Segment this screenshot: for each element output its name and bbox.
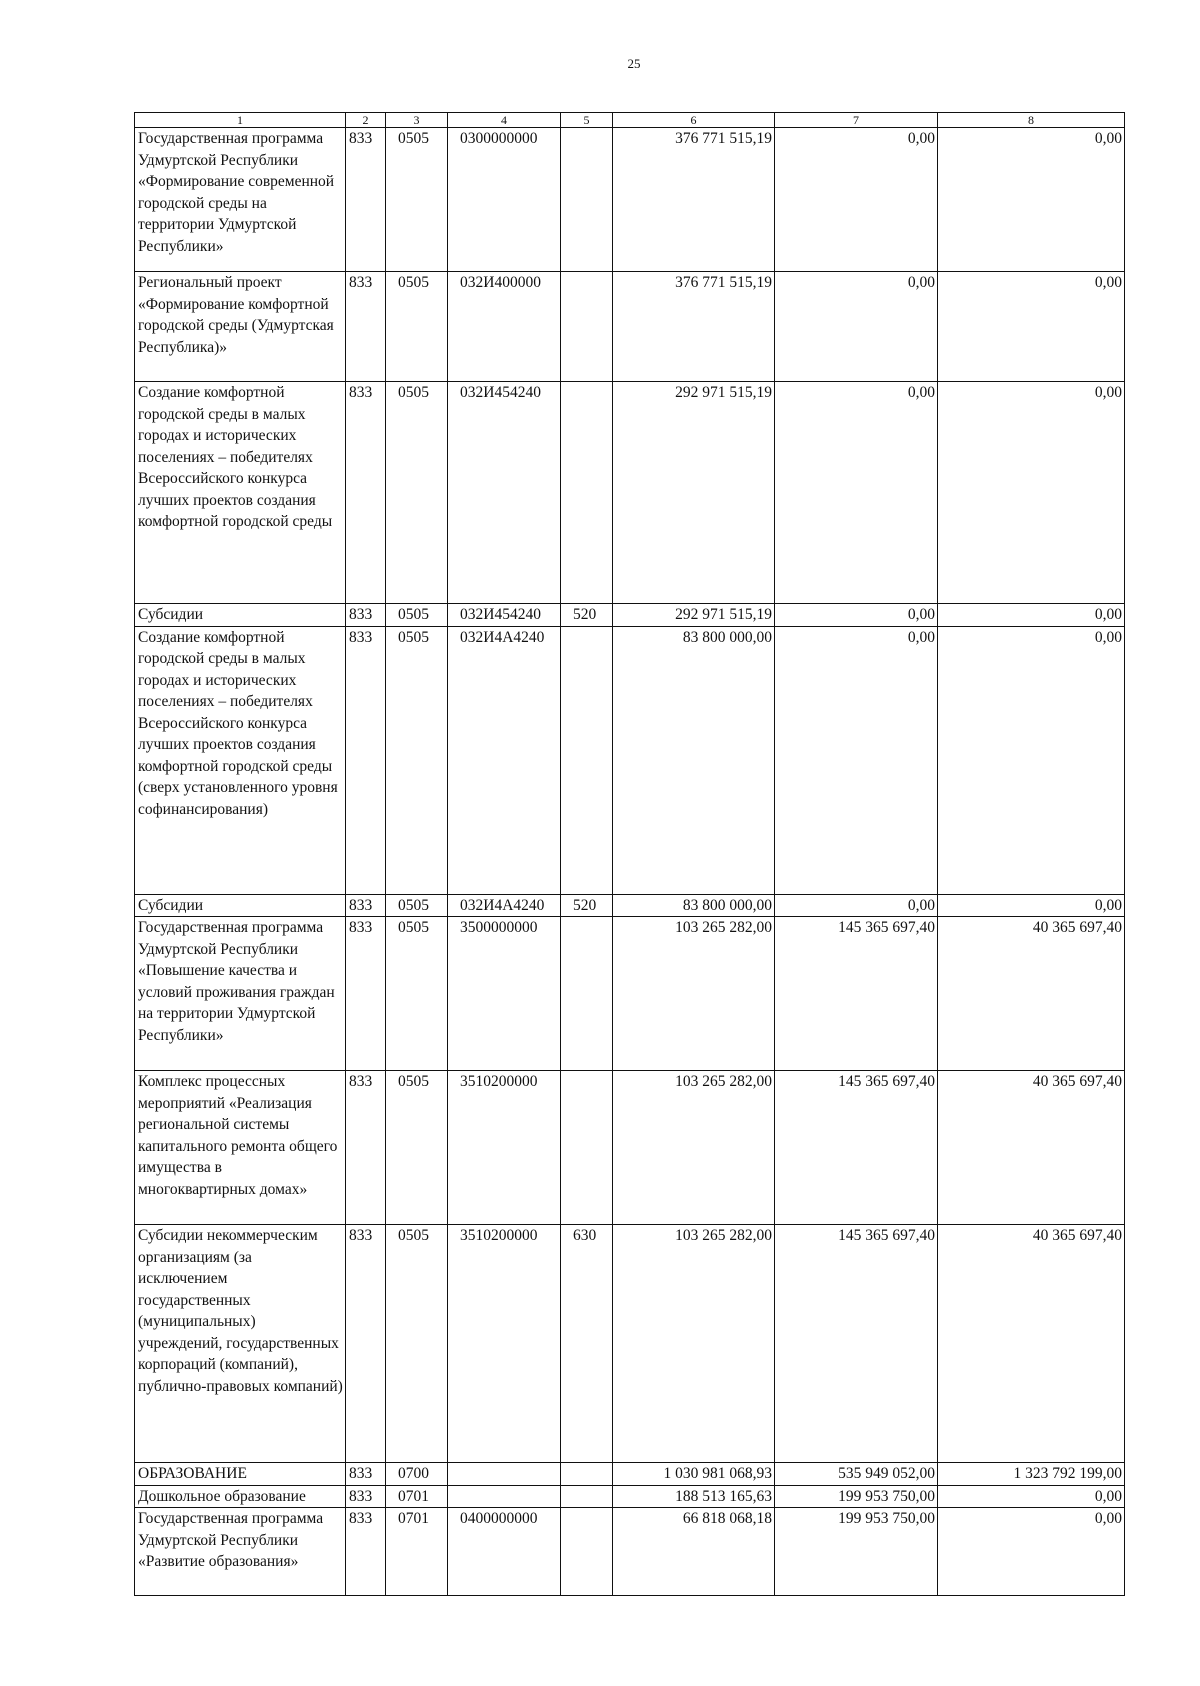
table-row xyxy=(135,1071,1125,1225)
row-gr: 833 xyxy=(346,1225,386,1463)
row-cs: 032И4А4240 xyxy=(448,894,561,917)
row-rz: 0700 xyxy=(386,1463,448,1486)
column-number: 7 xyxy=(775,113,938,128)
row-sum-1: 103 265 282,00 xyxy=(613,917,775,1071)
row-gr: 833 xyxy=(346,1463,386,1486)
row-vr: 630 xyxy=(561,1225,613,1463)
row-sum-3: 0,00 xyxy=(938,128,1125,272)
row-name: Субсидии xyxy=(135,894,346,917)
row-name: Создание комфортной городской среды в малых городах и исторических поселениях – победителях Всероссийского конкурса лучших проектов создания комфортной городской среды xyxy=(135,382,346,604)
table-row xyxy=(135,128,1125,272)
row-name: Государственная программа Удмуртской Республики «Развитие образования» xyxy=(135,1508,346,1596)
row-rz: 0505 xyxy=(386,272,448,382)
row-sum-1: 103 265 282,00 xyxy=(613,1225,775,1463)
row-sum-1: 188 513 165,63 xyxy=(613,1485,775,1508)
row-sum-1: 376 771 515,19 xyxy=(613,128,775,272)
column-number-row xyxy=(135,113,1125,128)
budget-table xyxy=(134,112,1125,1596)
row-gr: 833 xyxy=(346,1485,386,1508)
row-sum-1: 83 800 000,00 xyxy=(613,626,775,894)
row-sum-2: 0,00 xyxy=(775,128,938,272)
row-vr xyxy=(561,1463,613,1486)
table-row xyxy=(135,626,1125,894)
row-vr xyxy=(561,128,613,272)
row-sum-3: 0,00 xyxy=(938,382,1125,604)
table-row xyxy=(135,917,1125,1071)
row-sum-2: 199 953 750,00 xyxy=(775,1485,938,1508)
column-number: 1 xyxy=(135,113,346,128)
row-sum-2: 145 365 697,40 xyxy=(775,1071,938,1225)
table-row xyxy=(135,1225,1125,1463)
row-cs: 032И454240 xyxy=(448,604,561,627)
row-rz: 0701 xyxy=(386,1485,448,1508)
row-sum-3: 0,00 xyxy=(938,604,1125,627)
row-cs: 3500000000 xyxy=(448,917,561,1071)
column-number: 4 xyxy=(448,113,561,128)
row-name: Создание комфортной городской среды в малых городах и исторических поселениях – победителях Всероссийского конкурса лучших проектов создания комфортной городской среды (сверх установленного уровня софинансирования) xyxy=(135,626,346,894)
row-sum-3: 0,00 xyxy=(938,1508,1125,1596)
row-gr: 833 xyxy=(346,128,386,272)
row-sum-2: 0,00 xyxy=(775,272,938,382)
row-sum-1: 292 971 515,19 xyxy=(613,382,775,604)
row-vr xyxy=(561,272,613,382)
row-vr xyxy=(561,382,613,604)
row-rz: 0505 xyxy=(386,626,448,894)
row-sum-2: 0,00 xyxy=(775,382,938,604)
table-row xyxy=(135,382,1125,604)
row-cs: 032И454240 xyxy=(448,382,561,604)
row-sum-2: 0,00 xyxy=(775,626,938,894)
table-row xyxy=(135,604,1125,627)
table-row xyxy=(135,894,1125,917)
row-gr: 833 xyxy=(346,894,386,917)
row-sum-3: 40 365 697,40 xyxy=(938,917,1125,1071)
row-rz: 0505 xyxy=(386,1071,448,1225)
row-cs: 032И4А4240 xyxy=(448,626,561,894)
table-row xyxy=(135,1463,1125,1486)
row-vr xyxy=(561,1508,613,1596)
column-number: 3 xyxy=(386,113,448,128)
row-sum-2: 145 365 697,40 xyxy=(775,917,938,1071)
table-row xyxy=(135,272,1125,382)
row-cs: 0400000000 xyxy=(448,1508,561,1596)
column-number: 2 xyxy=(346,113,386,128)
page-number: 25 xyxy=(627,56,641,71)
row-sum-1: 83 800 000,00 xyxy=(613,894,775,917)
row-rz: 0505 xyxy=(386,894,448,917)
row-cs: 032И400000 xyxy=(448,272,561,382)
row-gr: 833 xyxy=(346,1508,386,1596)
row-cs xyxy=(448,1463,561,1486)
row-sum-3: 0,00 xyxy=(938,626,1125,894)
row-sum-2: 535 949 052,00 xyxy=(775,1463,938,1486)
row-vr: 520 xyxy=(561,604,613,627)
row-gr: 833 xyxy=(346,626,386,894)
row-cs: 3510200000 xyxy=(448,1071,561,1225)
row-cs: 0300000000 xyxy=(448,128,561,272)
row-gr: 833 xyxy=(346,1071,386,1225)
row-sum-3: 1 323 792 199,00 xyxy=(938,1463,1125,1486)
row-sum-3: 0,00 xyxy=(938,272,1125,382)
row-sum-1: 292 971 515,19 xyxy=(613,604,775,627)
row-sum-1: 1 030 981 068,93 xyxy=(613,1463,775,1486)
row-name: Государственная программа Удмуртской Республики «Формирование современной городской среды на территории Удмуртской Республики» xyxy=(135,128,346,272)
row-vr xyxy=(561,626,613,894)
row-rz: 0505 xyxy=(386,1225,448,1463)
column-number: 8 xyxy=(938,113,1125,128)
row-sum-1: 103 265 282,00 xyxy=(613,1071,775,1225)
row-sum-2: 0,00 xyxy=(775,604,938,627)
table-row xyxy=(135,1485,1125,1508)
row-name: Субсидии xyxy=(135,604,346,627)
row-sum-3: 0,00 xyxy=(938,894,1125,917)
row-name: Государственная программа Удмуртской Республики «Повышение качества и условий проживания граждан на территории Удмуртской Республики» xyxy=(135,917,346,1071)
row-cs xyxy=(448,1485,561,1508)
row-gr: 833 xyxy=(346,272,386,382)
row-vr: 520 xyxy=(561,894,613,917)
row-name: Субсидии некоммерческим организациям (за исключением государственных (муниципальных) учреждений, государственных корпораций (компаний), публично-правовых компаний) xyxy=(135,1225,346,1463)
row-sum-2: 199 953 750,00 xyxy=(775,1508,938,1596)
row-vr xyxy=(561,1485,613,1508)
row-rz: 0505 xyxy=(386,917,448,1071)
row-gr: 833 xyxy=(346,382,386,604)
row-rz: 0505 xyxy=(386,604,448,627)
row-name: Региональный проект «Формирование комфортной городской среды (Удмуртская Республика)» xyxy=(135,272,346,382)
row-gr: 833 xyxy=(346,917,386,1071)
row-name: Дошкольное образование xyxy=(135,1485,346,1508)
row-gr: 833 xyxy=(346,604,386,627)
row-vr xyxy=(561,1071,613,1225)
row-name: Комплекс процессных мероприятий «Реализация региональной системы капитального ремонта общего имущества в многоквартирных домах» xyxy=(135,1071,346,1225)
row-name: ОБРАЗОВАНИЕ xyxy=(135,1463,346,1486)
column-number: 6 xyxy=(613,113,775,128)
row-sum-2: 145 365 697,40 xyxy=(775,1225,938,1463)
row-sum-3: 0,00 xyxy=(938,1485,1125,1508)
row-rz: 0701 xyxy=(386,1508,448,1596)
row-rz: 0505 xyxy=(386,128,448,272)
row-sum-1: 376 771 515,19 xyxy=(613,272,775,382)
table-row xyxy=(135,1508,1125,1596)
row-sum-3: 40 365 697,40 xyxy=(938,1225,1125,1463)
row-sum-1: 66 818 068,18 xyxy=(613,1508,775,1596)
row-sum-3: 40 365 697,40 xyxy=(938,1071,1125,1225)
row-cs: 3510200000 xyxy=(448,1225,561,1463)
row-rz: 0505 xyxy=(386,382,448,604)
column-number: 5 xyxy=(561,113,613,128)
row-sum-2: 0,00 xyxy=(775,894,938,917)
row-vr xyxy=(561,917,613,1071)
